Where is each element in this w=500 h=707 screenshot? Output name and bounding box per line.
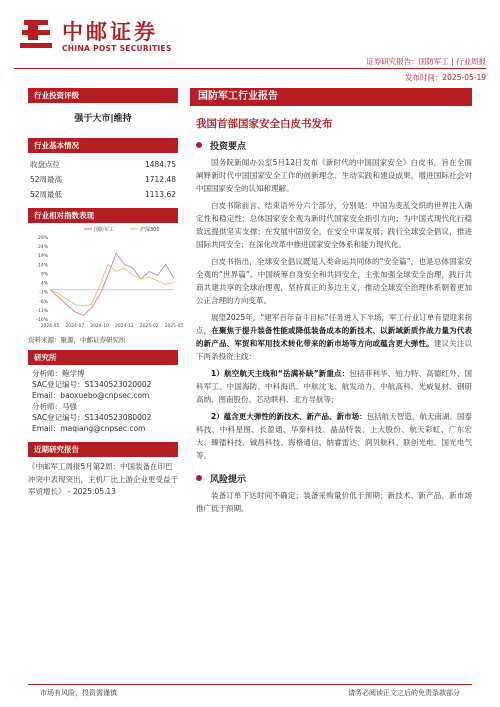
x-tick-label: 2025-02 [139,324,159,329]
index-chart-svg [28,223,184,333]
banner: 国防军工行业报告 [190,88,472,106]
y-tick-label: -11% [36,308,48,314]
analyst-line: SAC登记编号：S1340523080002 [32,413,152,422]
index-chart [28,223,184,333]
bullet-icon [196,142,202,148]
y-tick-label: 29% [37,236,48,241]
series-line-1 [50,264,174,306]
analyst-line: Email：maqiang@cnpsec.com [32,424,146,433]
table-row: 52周最高 1712.48 [30,175,176,184]
x-tick-label: 2024-12 [114,324,134,329]
report-type: 证券研究报告：国防军工 | 行业周报 [366,57,486,66]
analyst-line: 分析师：鲍学博 [32,369,85,378]
stats-table [28,157,178,202]
x-tick-label: 2025-05 [164,324,184,329]
recent-title: 近期研究报告 [28,442,178,457]
y-tick-label: -1% [39,290,48,296]
recent-report: 《中邮军工周报5月第2周：中国装备在印巴冲突中表现突出，主机厂比上游企业更受益于军贸增长》 - 2025.05.13 [28,462,178,496]
footer-right: 请务必阅读正文之后的免责条款部分 [348,689,460,697]
bullet-icon [196,475,202,481]
logo-en: CHINA POST SECURITIES [62,44,172,53]
paragraph: 国务院新闻办公室5月12日发布《新时代的中国国家安全》白皮书，旨在全面阐释新时代中国国家安全工作的创新理念、生动实践和建设成果，增进国际社会对中国国家安全的认知和理解。 [196,158,472,193]
sidebar [28,88,184,499]
x-tick-label: 2024-05 [40,324,60,329]
paragraph: 装备订单下达时间不确定；装备采购量价低于预期；新技术、新产品、新市场推广低于预期。 [196,491,472,513]
section-heading: 投资要点 [190,139,472,152]
paragraph: 展望2025年，“建军百年奋斗目标”任务进入下半场，军工行业订单有望迎来拐点，在聚焦于提升装备性能或降低装备成本的新技术、以新域新质作战力量为代表的新产品、军贸和军用技术转化带来的新市场等方向或蕴含更大弹性。建议关注以下两条投资主线： [196,313,472,361]
x-tick-label: 2024-07 [65,324,85,329]
y-tick-label: -16% [36,318,48,323]
publish-date: 发布时间：2025-05-19 [404,73,486,82]
paragraph: 白皮书除前言、结束语外分六个部分，分别是：中国为变乱交织的世界注入确定性和稳定性；总体国家安全观为新时代国家安全指引方向；为中国式现代化行稳致远提供坚实支撑；在发展中固安全，在安全中谋发展；践行全球安全倡议，推进国际共同安全；在深化改革中推进国家安全体系和能力现代化。 [196,201,472,249]
legend-label: 国防军工 [94,227,115,233]
company-logo [18,14,188,58]
y-tick-label: -6% [39,299,48,305]
y-tick-label: 14% [37,263,48,269]
table-row: 52周最低 1113.62 [30,190,176,199]
analyst-line: 分析师：马强 [32,402,77,411]
report-title: 我国首部国家安全白皮书发布 [196,118,333,130]
x-tick-label: 2024-10 [90,324,110,329]
analyst-line: SAC登记编号：S1340523020002 [32,380,152,389]
y-tick-label: 4% [40,281,48,287]
paragraph: 1）航空航天主线和“岳满补缺”新重点：包括菲利华、铂力特、高德红外、国科军工、中国海防、中科海讯、中航沈飞、航发动力、中航高科、光威复材、钢研高纳、图南股份、芯动联科、北方导航等； [196,369,473,404]
footer-left: 市场有风险，投资需谨慎 [40,689,117,697]
paragraph: 白皮书指出，全球安全倡议既是人类命运共同体的“安全篇”，也是总体国家安全观的“世界篇”。中国统筹自身安全和共同安全，主张加强全球安全治理，践行共商共建共享的全球治理观，坚持真正的多边主义，推动全球安全治理体系朝着更加公正合理的方向变革。 [196,257,472,305]
rating-title: 行业投资评级 [28,88,178,103]
header-divider [14,68,486,69]
paragraph: 2）蕴含更大弹性的新技术、新产品、新市场：包括航天智造、航天南湖、国泰科技、中科星图、长盈通、华秦科技、晶品特装、上大股份、航天彩虹、广东宏大、臻镭科技、铖昌科技、海格通信、纳睿雷达、润贝航科、联创光电、国光电气等。 [196,412,473,460]
stats-title: 行业基本情况 [28,138,178,153]
analyst-title: 研究所 [28,350,178,365]
logo-mark-icon [18,16,54,52]
legend-label: 沪深300 [140,227,160,233]
analyst-list [28,368,178,434]
chart-source: 资料来源：聚源，中邮证券研究所 [28,336,126,344]
analyst-line: Email：baoxuebo@cnpsec.com [32,391,150,400]
table-row: 收盘点位 1484.75 [30,160,176,169]
logo-cn: 中邮证券 [62,20,158,44]
chart-title: 行业相对指数表现 [28,208,178,223]
series-line-0 [50,253,174,315]
footer-divider [28,684,472,685]
section-heading: 风险提示 [190,472,472,485]
y-tick-label: 9% [40,272,48,278]
main-content [190,88,472,515]
rating-value: 强于大市|维持 [74,114,132,124]
y-tick-label: 19% [37,254,48,260]
y-tick-label: 24% [37,245,48,251]
